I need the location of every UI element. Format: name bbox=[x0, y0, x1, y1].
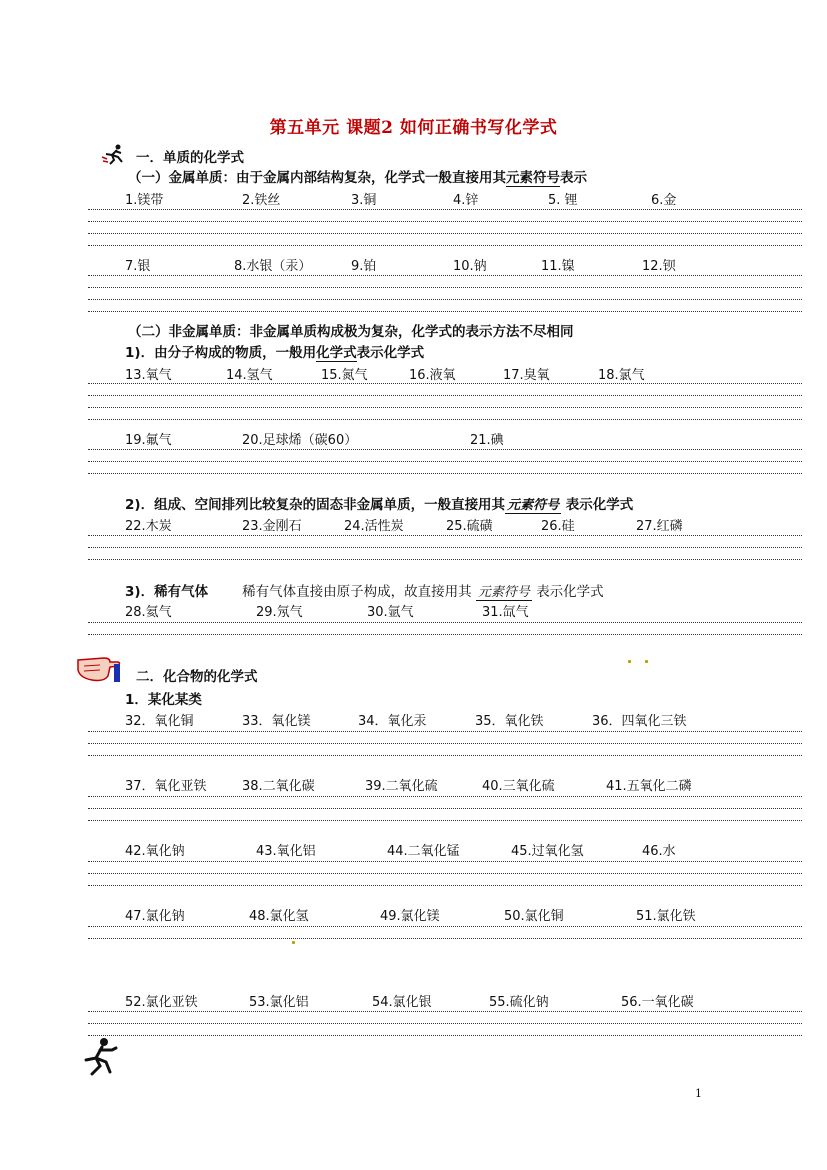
list-item: 35．氧化铁 bbox=[475, 714, 544, 729]
list-item: 27.红磷 bbox=[636, 519, 683, 534]
compound-row-4 bbox=[0, 905, 827, 923]
answer-lines bbox=[88, 449, 802, 474]
part1-prefix: 1)．由分子构成的物质，一般用 bbox=[125, 345, 317, 361]
answer-lines bbox=[88, 622, 802, 635]
running-figure-icon bbox=[100, 143, 126, 165]
list-item: 12.钡 bbox=[642, 259, 676, 274]
answer-lines bbox=[88, 926, 802, 939]
list-item: 33．氧化镁 bbox=[242, 714, 311, 729]
part2-prefix: 2)．组成、空间排列比较复杂的固态非金属单质，一般直接用其 bbox=[125, 497, 506, 513]
answer-lines bbox=[88, 1011, 802, 1036]
list-item: 4.锌 bbox=[453, 193, 479, 208]
nonmetal-row-1 bbox=[0, 364, 827, 382]
list-item: 31.氙气 bbox=[482, 605, 529, 620]
list-item: 21.碘 bbox=[470, 433, 504, 448]
section1-heading: 一．单质的化学式 bbox=[136, 150, 244, 166]
list-item: 34．氧化汞 bbox=[358, 714, 427, 729]
answer-lines bbox=[88, 275, 802, 312]
list-item: 26.硅 bbox=[541, 519, 575, 534]
part1-underline: 化学式 bbox=[316, 345, 357, 361]
list-item: 25.硫磺 bbox=[446, 519, 493, 534]
list-item: 5. 锂 bbox=[548, 193, 578, 208]
page-number: 1 bbox=[695, 1087, 702, 1100]
answer-lines bbox=[88, 796, 802, 821]
list-item: 9.铂 bbox=[351, 259, 377, 274]
list-item: 50.氯化铜 bbox=[504, 909, 564, 924]
page-title: 第五单元 课题2 如何正确书写化学式 bbox=[269, 118, 558, 138]
pointing-hand-icon bbox=[74, 650, 124, 686]
nonmetal-row-4 bbox=[0, 601, 827, 619]
list-item: 17.臭氧 bbox=[503, 368, 550, 383]
list-item: 40.三氧化硫 bbox=[482, 779, 555, 794]
list-item: 43.氧化铝 bbox=[256, 844, 316, 859]
answer-lines bbox=[88, 383, 802, 420]
metal-label bbox=[128, 166, 587, 186]
list-item: 54.氯化银 bbox=[372, 995, 432, 1010]
section2-sub: 1．某化某类 bbox=[125, 692, 202, 708]
metal-row-1 bbox=[0, 189, 827, 207]
part3-suffix: 表示化学式 bbox=[536, 584, 604, 600]
speck bbox=[645, 660, 648, 663]
answer-lines bbox=[88, 861, 802, 886]
nonmetal-row-2 bbox=[0, 429, 827, 447]
part3-prefix: 3)．稀有气体 bbox=[125, 584, 209, 600]
list-item: 30.氩气 bbox=[367, 605, 414, 620]
list-item: 47.氯化钠 bbox=[125, 909, 185, 924]
list-item: 7.银 bbox=[125, 259, 151, 274]
list-item: 3.铜 bbox=[351, 193, 377, 208]
compound-row-3 bbox=[0, 840, 827, 858]
compound-row-5 bbox=[0, 991, 827, 1009]
part3-text: 稀有气体直接由原子构成，故直接用其 bbox=[242, 584, 472, 600]
list-item: 51.氯化铁 bbox=[636, 909, 696, 924]
list-item: 55.硫化钠 bbox=[489, 995, 549, 1010]
compound-row-1 bbox=[0, 710, 827, 728]
answer-lines bbox=[88, 535, 802, 560]
list-item: 37．氧化亚铁 bbox=[125, 779, 207, 794]
list-item: 46.水 bbox=[642, 844, 676, 859]
list-item: 44.二氧化锰 bbox=[387, 844, 460, 859]
answer-lines bbox=[88, 209, 802, 246]
list-item: 49.氯化镁 bbox=[380, 909, 440, 924]
list-item: 1.镁带 bbox=[125, 193, 164, 208]
list-item: 24.活性炭 bbox=[344, 519, 404, 534]
list-item: 52.氯化亚铁 bbox=[125, 995, 198, 1010]
list-item: 11.镍 bbox=[541, 259, 575, 274]
metal-row-2 bbox=[0, 255, 827, 273]
list-item: 42.氧化钠 bbox=[125, 844, 185, 859]
list-item: 29.氖气 bbox=[256, 605, 303, 620]
list-item: 18.氯气 bbox=[598, 368, 645, 383]
list-item: 32．氧化铜 bbox=[125, 714, 194, 729]
list-item: 28.氦气 bbox=[125, 605, 172, 620]
compound-row-2 bbox=[0, 775, 827, 793]
part2-underline: 元素符号 bbox=[507, 498, 560, 513]
part2-suffix: 表示化学式 bbox=[565, 497, 634, 513]
list-item: 8.水银（汞） bbox=[234, 259, 312, 274]
metal-label-prefix: （一）金属单质：由于金属内部结构复杂，化学式一般直接用其 bbox=[128, 170, 506, 186]
list-item: 45.过氧化氢 bbox=[511, 844, 584, 859]
list-item: 38.二氧化碳 bbox=[242, 779, 315, 794]
list-item: 2.铁丝 bbox=[242, 193, 281, 208]
list-item: 10.钠 bbox=[453, 259, 487, 274]
nonmetal-row-3 bbox=[0, 515, 827, 533]
section2-heading: 二．化合物的化学式 bbox=[136, 669, 258, 685]
runner-icon bbox=[78, 1036, 120, 1076]
list-item: 53.氯化铝 bbox=[249, 995, 309, 1010]
list-item: 22.木炭 bbox=[125, 519, 172, 534]
list-item: 23.金刚石 bbox=[242, 519, 302, 534]
list-item: 39.二氧化硫 bbox=[365, 779, 438, 794]
list-item: 19.氟气 bbox=[125, 433, 172, 448]
list-item: 14.氢气 bbox=[226, 368, 273, 383]
list-item: 41.五氧化二磷 bbox=[606, 779, 692, 794]
list-item: 36．四氧化三铁 bbox=[592, 714, 687, 729]
metal-label-underline: 元素符号 bbox=[506, 170, 560, 186]
list-item: 48.氯化氢 bbox=[249, 909, 309, 924]
speck bbox=[628, 660, 631, 663]
list-item: 13.氧气 bbox=[125, 368, 172, 383]
nonmetal-part1-label bbox=[125, 341, 424, 361]
nonmetal-label: （二）非金属单质：非金属单质构成极为复杂，化学式的表示方法不尽相同 bbox=[128, 324, 574, 340]
nonmetal-part3-label bbox=[125, 580, 604, 600]
list-item: 15.氮气 bbox=[321, 368, 368, 383]
list-item: 20.足球烯（碳60） bbox=[242, 433, 358, 448]
speck bbox=[292, 941, 295, 944]
answer-lines bbox=[88, 731, 802, 756]
list-item: 6.金 bbox=[651, 193, 677, 208]
part3-underline: 元素符号 bbox=[477, 585, 530, 600]
list-item: 56.一氧化碳 bbox=[621, 995, 694, 1010]
part1-suffix: 表示化学式 bbox=[356, 345, 425, 361]
metal-label-suffix: 表示 bbox=[560, 170, 587, 186]
list-item: 16.液氧 bbox=[409, 368, 456, 383]
nonmetal-part2-label bbox=[125, 493, 633, 513]
